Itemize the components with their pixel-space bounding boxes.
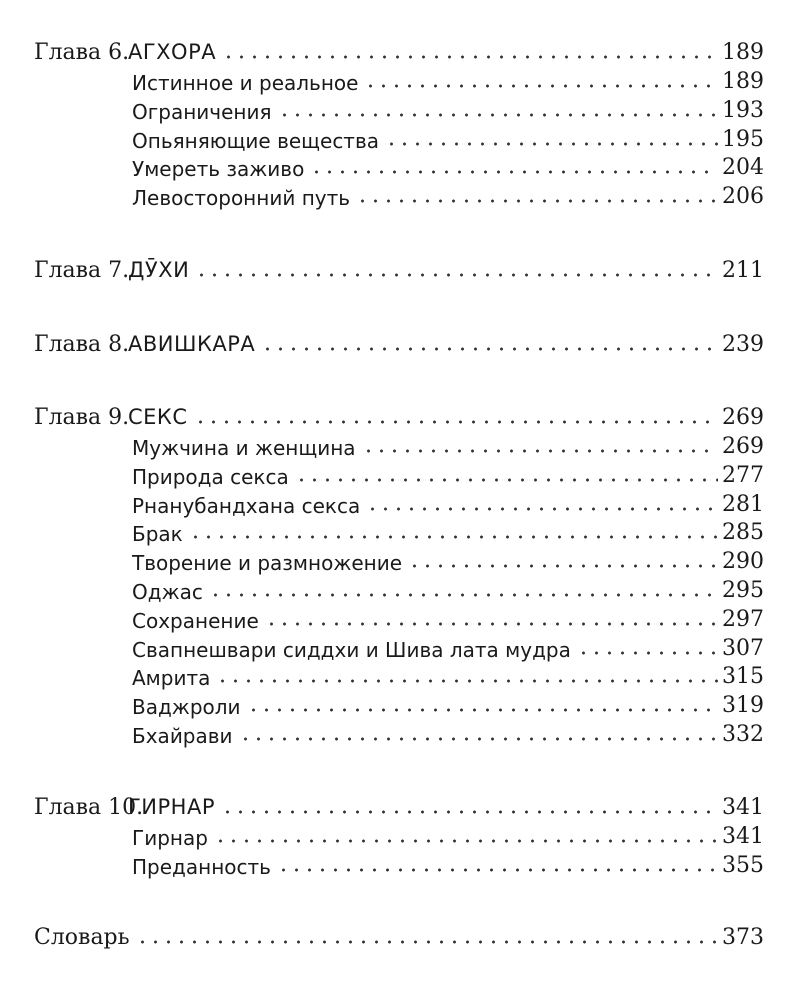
- dot-leader: [136, 931, 718, 945]
- page-number: 269: [718, 407, 764, 429]
- chapter-title: АГХОРА: [128, 40, 217, 64]
- chapter-number: Глава 9.: [34, 405, 130, 430]
- page-number: 315: [718, 666, 764, 688]
- toc-chapter-label: [34, 797, 221, 819]
- page-number: 189: [718, 42, 764, 64]
- dot-leader: [195, 264, 718, 278]
- page-number: 239: [718, 334, 764, 356]
- section-title: Брак: [132, 524, 189, 544]
- chapter-number: Глава 7.: [34, 258, 130, 283]
- page-number: 290: [718, 551, 764, 573]
- chapter-number: Глава 6.: [34, 40, 130, 65]
- toc-chapter-row[interactable]: [34, 248, 764, 282]
- dot-leader: [261, 338, 718, 352]
- page-number: 206: [718, 186, 764, 208]
- chapter-title: ДӮХИ: [128, 258, 190, 282]
- page-number: 341: [718, 797, 764, 819]
- section-title: Амрита: [132, 668, 216, 688]
- glossary-title: Словарь: [34, 925, 130, 950]
- page-number: 285: [718, 522, 764, 544]
- section-title: Преданность: [132, 857, 277, 877]
- section-title: Сохранение: [132, 611, 265, 631]
- page-number: 277: [718, 465, 764, 487]
- page-number: 295: [718, 580, 764, 602]
- page-number: 189: [718, 71, 764, 93]
- page-number: 332: [718, 724, 764, 746]
- dot-leader: [239, 728, 718, 742]
- toc-chapter-label: [34, 334, 261, 356]
- page-number: 355: [718, 855, 764, 877]
- toc-chapter-label: [34, 407, 194, 429]
- page-number: 307: [718, 638, 764, 660]
- toc-section-row[interactable]: [132, 843, 764, 877]
- chapter-title: СЕКС: [128, 405, 188, 429]
- section-title: Рнанубандхана секса: [132, 496, 366, 516]
- section-title: Свапнешвари сиддхи и Шива лата мудра: [132, 640, 577, 660]
- dot-leader: [194, 411, 718, 425]
- dot-leader: [222, 46, 718, 60]
- chapter-number: Глава 10.: [34, 795, 144, 820]
- chapter-title: АВИШКАРА: [128, 332, 256, 356]
- section-title: Левосторонний путь: [132, 188, 356, 208]
- toc-chapter-label: [34, 260, 195, 282]
- dot-leader: [221, 801, 718, 815]
- page-number: 269: [718, 436, 764, 458]
- page-number: 281: [718, 494, 764, 516]
- page-number: 211: [718, 260, 764, 282]
- chapter-number: Глава 8.: [34, 332, 130, 357]
- page-number: 204: [718, 157, 764, 179]
- toc-chapter-label: [34, 42, 222, 64]
- section-title: Творение и размножение: [132, 553, 408, 573]
- page-number: 297: [718, 609, 764, 631]
- page-number: 193: [718, 100, 764, 122]
- section-title: Ваджроли: [132, 697, 247, 717]
- chapter-title: ГИРНАР: [128, 795, 215, 819]
- section-title: Гирнар: [132, 828, 214, 848]
- section-title: Ограничения: [132, 102, 278, 122]
- section-title: Опьяняющие вещества: [132, 131, 385, 151]
- page-number: 373: [718, 927, 764, 949]
- toc-chapter-row[interactable]: [34, 322, 764, 356]
- section-title: Бхайрави: [132, 726, 239, 746]
- toc-chapter-row[interactable]: [34, 915, 764, 949]
- page-number: 195: [718, 129, 764, 151]
- section-title: Оджас: [132, 582, 209, 602]
- page-number: 341: [718, 826, 764, 848]
- section-title: Природа секса: [132, 467, 295, 487]
- dot-leader: [356, 190, 718, 204]
- page-number: 319: [718, 695, 764, 717]
- section-title: Мужчина и женщина: [132, 438, 362, 458]
- section-title: Истинное и реальное: [132, 73, 364, 93]
- toc-chapter-label: [34, 927, 136, 949]
- section-title: Умереть заживо: [132, 159, 310, 179]
- dot-leader: [277, 859, 718, 873]
